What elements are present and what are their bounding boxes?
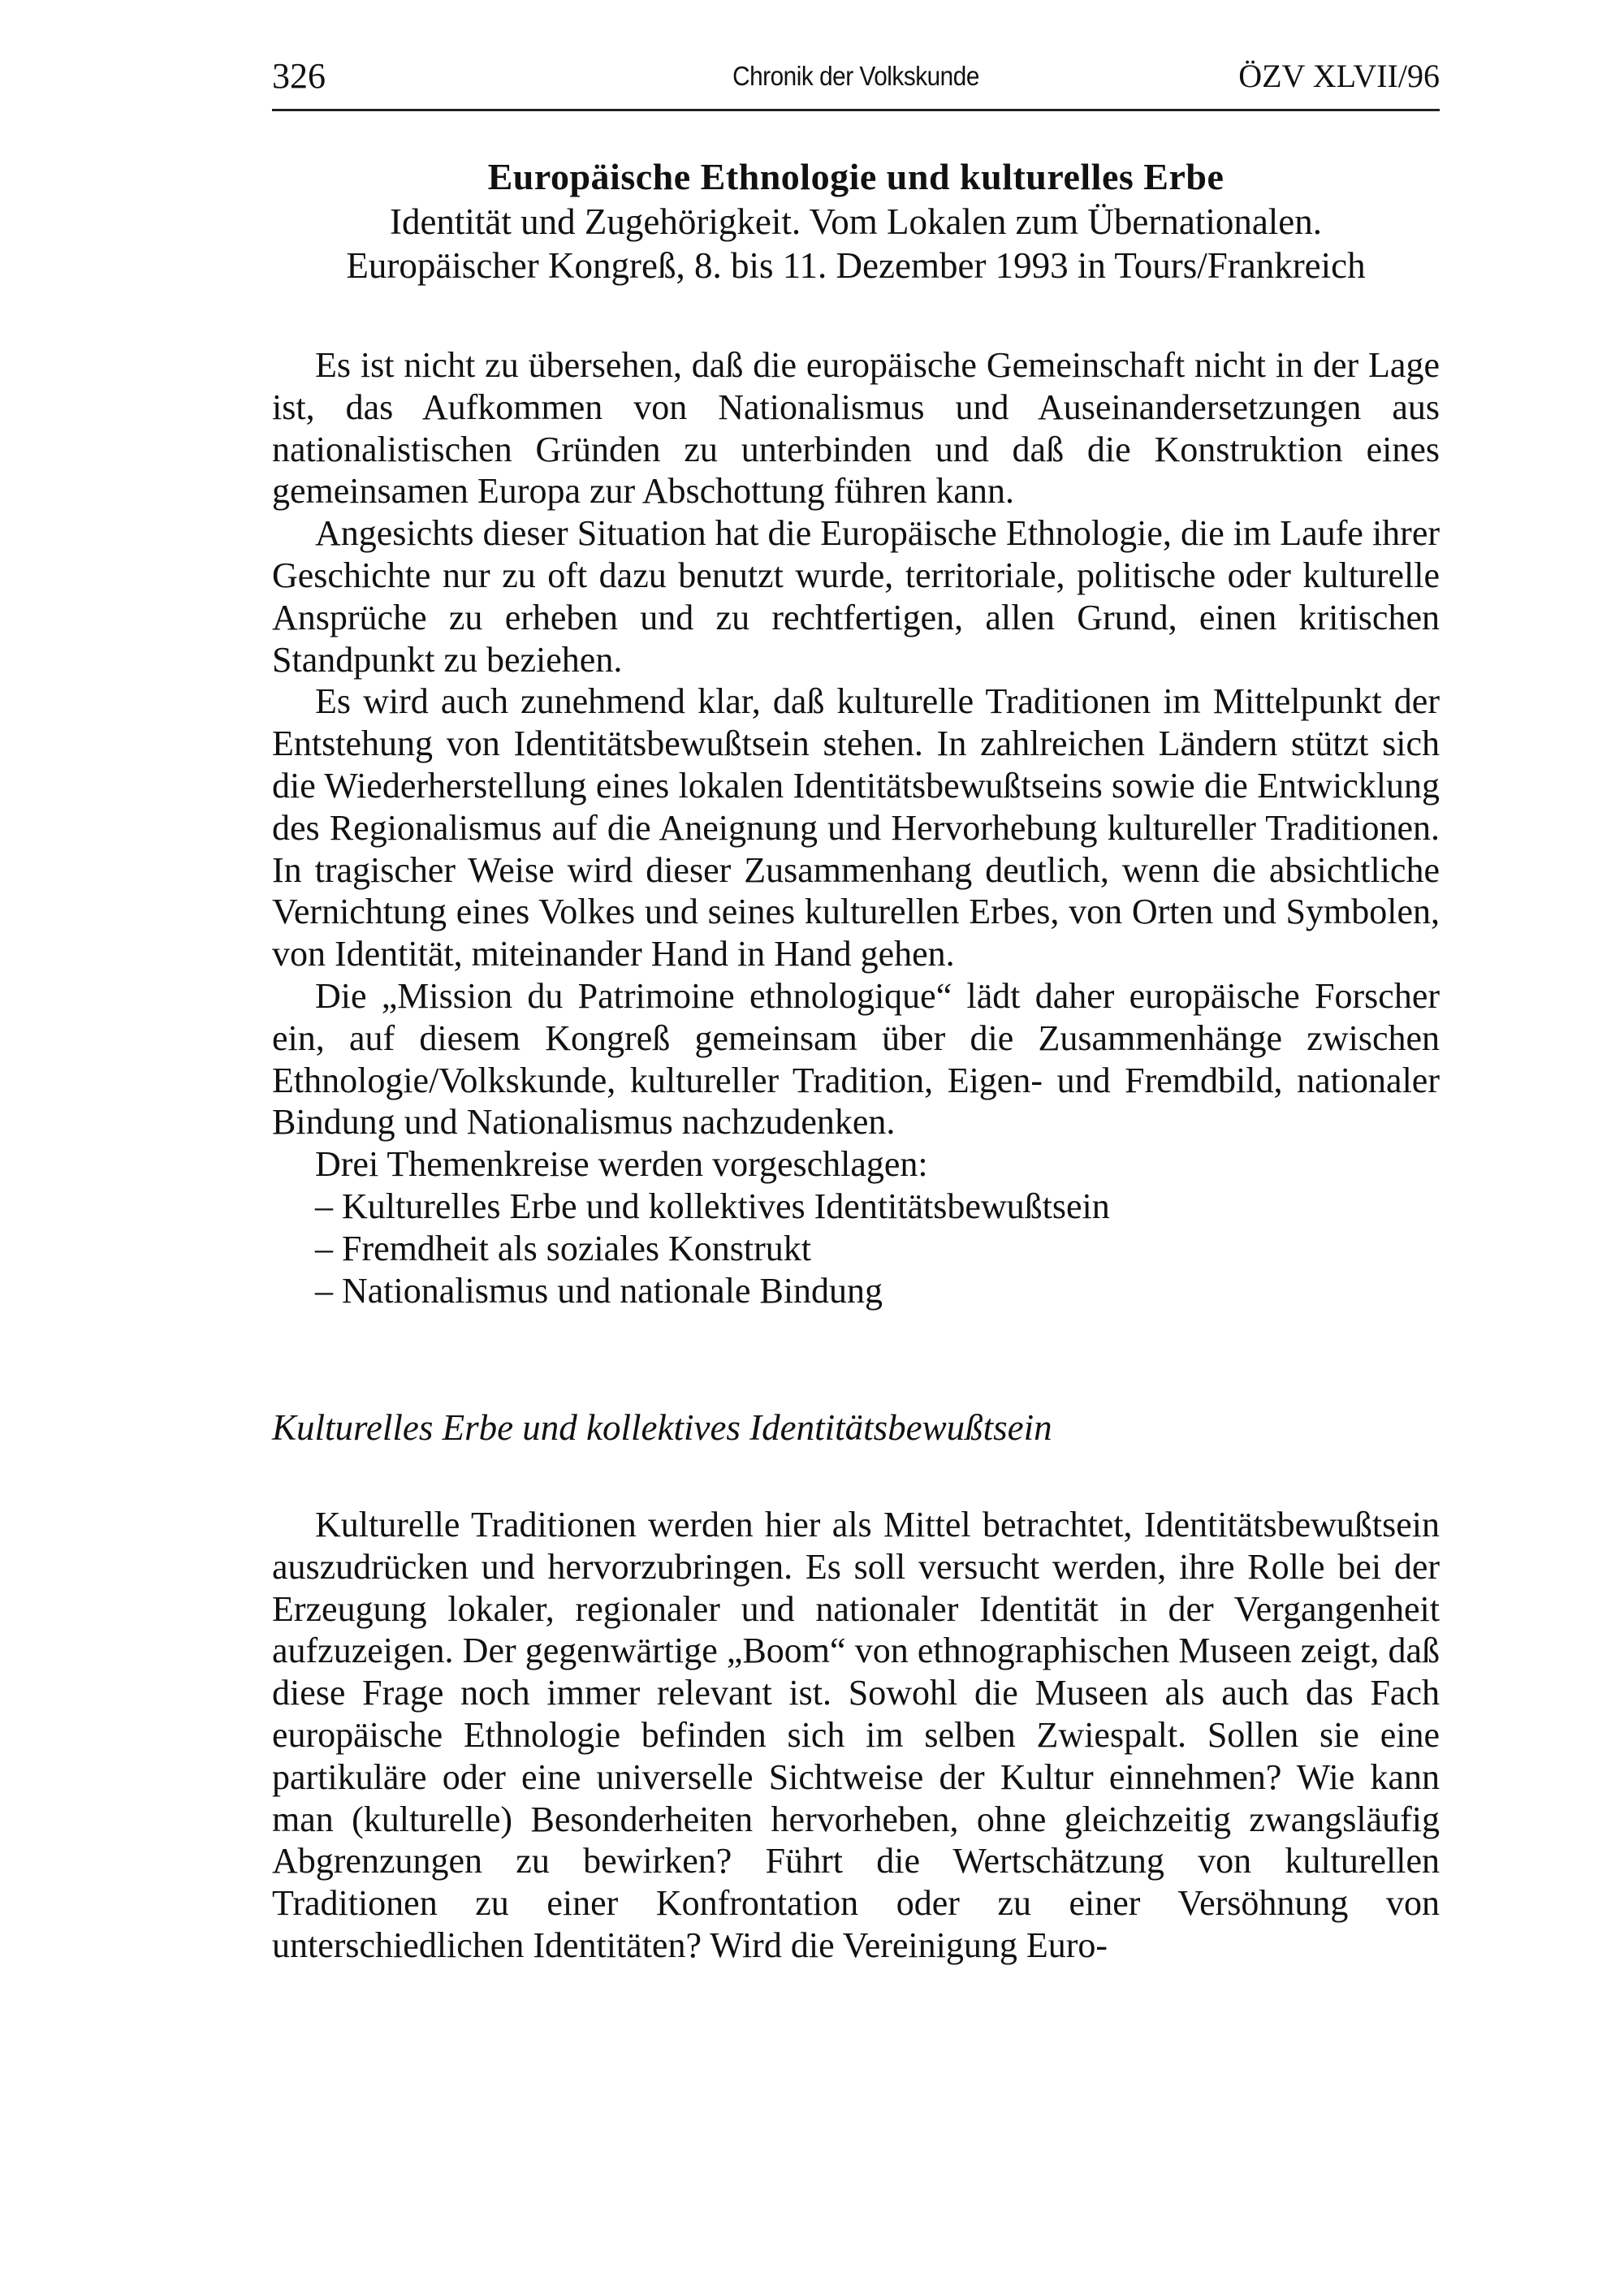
article-title: Europäische Ethnologie und kulturelles Erbe: [487, 156, 1224, 197]
header-rule: [272, 109, 1440, 111]
paragraph: Kulturelle Traditionen werden hier als Mittel betrachtet, Identitätsbewußtsein auszudrücken und hervorzubringen. Es soll versucht werden, ihre Rolle bei der Erzeugung lokaler, regionaler und nationaler Identität in der Vergangenheit aufzuzeigen. Der gegenwärtige „Boom“ von ethnographischen Museen zeigt, daß diese Frage noch immer relevant ist. Sowohl die Museen als auch das Fach europäische Ethnologie befinden sich im selben Zwiespalt. Sollen sie eine partikuläre oder eine universelle Sichtweise der Kultur einnehmen? Wie kann man (kulturelle) Besonderheiten hervorheben, ohne gleichzeitig zwangsläufig Abgrenzungen zu bewirken? Führt die Wertschätzung von kulturellen Traditionen zu einer Konfrontation oder zu einer Versöhnung von unterschiedlichen Identitäten? Wird die Vereinigung Euro-: [272, 1505, 1440, 1965]
paragraph: Drei Themenkreise werden vorgeschlagen:: [315, 1144, 928, 1185]
paragraph: Es ist nicht zu übersehen, daß die europäische Gemeinschaft nicht in der Lage ist, das Aufkommen von Nationalismus und Auseinandersetzungen aus nationalistischen Gründen zu unterbinden und daß die Konstruktion eines gemeinsamen Europa zur Abschottung führen kann.: [272, 345, 1440, 512]
paragraph: Es wird auch zunehmend klar, daß kulturelle Traditionen im Mittelpunkt der Entstehung von Identitätsbewußtsein stehen. In zahlreichen Ländern stützt sich die Wiederherstellung eines lokalen Identitätsbewußtseins sowie die Entwicklung des Regionalismus auf die Aneignung und Hervorhebung kultureller Traditionen. In tragischer Weise wird dieser Zusammenhang deutlich, wenn die absichtliche Vernichtung eines Volkes und seines kulturellen Erbes, von Orten und Symbolen, von Identität, miteinander Hand in Hand gehen.: [272, 681, 1440, 974]
running-header: [272, 55, 1440, 97]
running-title: Chronik der Volkskunde: [732, 61, 979, 91]
intro-body: [272, 344, 1440, 1311]
journal-issue: ÖZV XLVII/96: [1238, 58, 1440, 94]
section-body: [272, 1504, 1440, 1967]
list-item: – Fremdheit als soziales Konstrukt: [315, 1228, 812, 1268]
page-number: 326: [272, 56, 326, 96]
themes-list: [272, 1186, 1440, 1311]
article-subtitle-line1: Identität und Zugehörigkeit. Vom Lokalen zum Übernationalen.: [389, 201, 1323, 242]
list-item: – Kulturelles Erbe und kollektives Identitätsbewußtsein: [315, 1186, 1110, 1226]
article-subtitle-line2: Europäischer Kongreß, 8. bis 11. Dezember 1993 in Tours/Frankreich: [346, 245, 1366, 286]
list-item: – Nationalismus und nationale Bindung: [315, 1270, 883, 1311]
paragraph: Die „Mission du Patrimoine ethnologique“ lädt daher europäische Forscher ein, auf diesem Kongreß gemeinsam über die Zusammenhänge zwischen Ethnologie/Volkskunde, kultureller Tradition, Eigen- und Fremdbild, nationaler Bindung und Nationalismus nachzudenken.: [272, 975, 1440, 1143]
article-title-block: [272, 154, 1440, 287]
paragraph: Angesichts dieser Situation hat die Europäische Ethnologie, die im Laufe ihrer Geschichte nur zu oft dazu benutzt wurde, territoriale, politische oder kulturelle Ansprüche zu erheben und zu rechtfertigen, allen Grund, einen kritischen Standpunkt zu beziehen.: [272, 513, 1440, 680]
section-heading: Kulturelles Erbe und kollektives Identitätsbewußtsein: [272, 1407, 1052, 1448]
